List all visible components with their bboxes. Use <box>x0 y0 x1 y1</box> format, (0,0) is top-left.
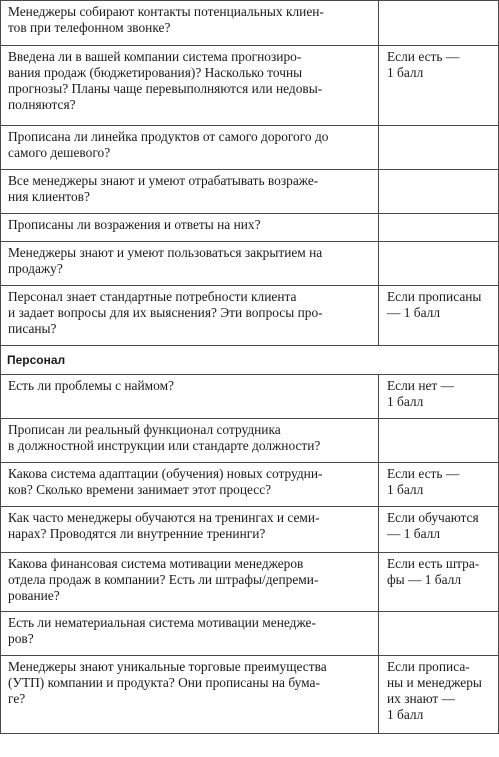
table-row <box>1 656 499 734</box>
score-cell <box>379 214 499 242</box>
score-cell <box>379 242 499 286</box>
table-row <box>1 46 499 126</box>
score-cell <box>379 419 499 463</box>
question-cell: Менеджеры собирают контакты потенциальных клиен- тов при телефонном звонке? <box>1 1 379 46</box>
table-row <box>1 553 499 612</box>
table-row <box>1 286 499 346</box>
table-row <box>1 126 499 170</box>
question-cell: Прописана ли линейка продуктов от самого дорогого до самого дешевого? <box>1 126 379 170</box>
score-cell <box>379 170 499 214</box>
score-cell: Если есть — 1 балл <box>379 463 499 507</box>
question-cell: Есть ли проблемы с наймом? <box>1 375 379 419</box>
score-cell: Если есть штра- фы — 1 балл <box>379 553 499 612</box>
table-row <box>1 375 499 419</box>
score-cell: Если прописаны — 1 балл <box>379 286 499 346</box>
question-cell: Какова система адаптации (обучения) новых сотрудни- ков? Сколько времени занимает этот процесс? <box>1 463 379 507</box>
table-row <box>1 612 499 656</box>
question-cell: Менеджеры знают и умеют пользоваться закрытием на продажу? <box>1 242 379 286</box>
question-cell: Персонал знает стандартные потребности клиента и задает вопросы для их выяснения? Эти вопросы про- писаны? <box>1 286 379 346</box>
score-cell: Если обучаются — 1 балл <box>379 507 499 553</box>
question-cell: Прописан ли реальный функционал сотрудника в должностной инструкции или стандарте должности? <box>1 419 379 463</box>
question-cell: Прописаны ли возражения и ответы на них? <box>1 214 379 242</box>
score-cell: Если есть — 1 балл <box>379 46 499 126</box>
section-title: Персонал <box>1 346 499 375</box>
table-row <box>1 242 499 286</box>
score-cell <box>379 612 499 656</box>
table-row <box>1 507 499 553</box>
question-cell: Какова финансовая система мотивации менеджеров отдела продаж в компании? Есть ли штрафы/депреми- рование? <box>1 553 379 612</box>
question-cell: Есть ли нематериальная система мотивации менедже- ров? <box>1 612 379 656</box>
table-row <box>1 1 499 46</box>
table-row <box>1 419 499 463</box>
score-cell <box>379 1 499 46</box>
question-cell: Как часто менеджеры обучаются на тренингах и семи- нарах? Проводятся ли внутренние тренинги? <box>1 507 379 553</box>
score-cell <box>379 126 499 170</box>
question-cell: Введена ли в вашей компании система прогнозиро- вания продаж (бюджетирования)? Насколько точны прогнозы? Планы чаще перевыполняются или недовы- полняются? <box>1 46 379 126</box>
question-cell: Менеджеры знают уникальные торговые преимущества (УТП) компании и продукта? Они прописаны на бума- ге? <box>1 656 379 734</box>
table-row <box>1 170 499 214</box>
section-header-row <box>1 346 499 375</box>
score-cell: Если нет — 1 балл <box>379 375 499 419</box>
score-cell: Если прописа- ны и менеджеры их знают — 1 балл <box>379 656 499 734</box>
table-row <box>1 463 499 507</box>
question-cell: Все менеджеры знают и умеют отрабатывать возраже- ния клиентов? <box>1 170 379 214</box>
table-row <box>1 214 499 242</box>
